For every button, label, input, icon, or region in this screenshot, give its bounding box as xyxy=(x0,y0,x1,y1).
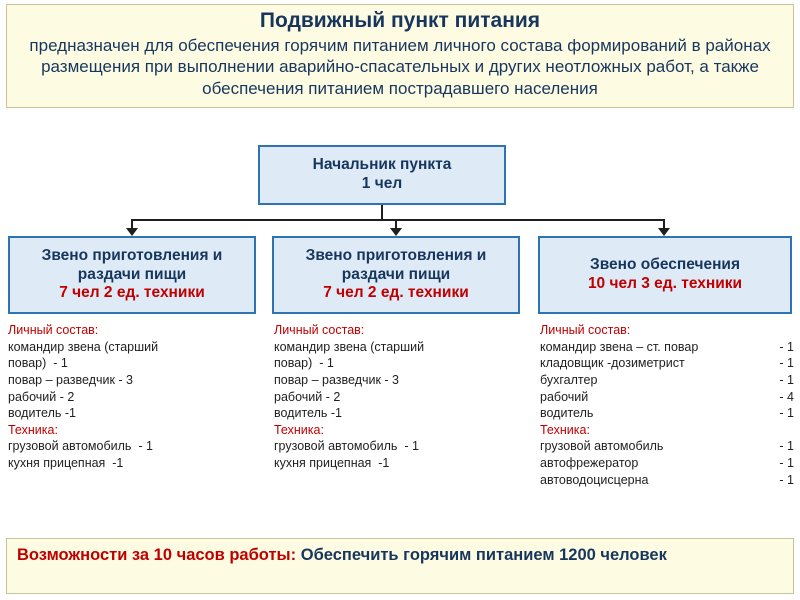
node-unit-1-line1: Звено приготовления и xyxy=(41,247,223,265)
details-3-personnel-4-name: водитель xyxy=(540,406,594,421)
details-3-personnel-2-count: - 1 xyxy=(779,372,794,387)
details-3-equipment-2 xyxy=(540,472,794,489)
details-3-equipment-2-count: - 1 xyxy=(779,472,794,487)
details-3-personnel-4-count: - 1 xyxy=(779,406,794,421)
footer-value: Обеспечить горячим питанием 1200 человек xyxy=(300,546,667,564)
details-3-equipment-1-count: - 1 xyxy=(779,456,794,470)
details-3-equipment-header: Техника: xyxy=(540,422,590,437)
details-1-equipment-header: Техника: xyxy=(8,422,58,437)
details-3-personnel-0 xyxy=(540,339,794,356)
node-unit-3[interactable] xyxy=(538,236,792,314)
details-2-personnel-header: Личный состав: xyxy=(274,323,365,337)
details-2-personnel-0: командир звена (старший xyxy=(274,339,425,354)
details-3-equipment-2-name: автоводоцисцерна xyxy=(540,472,649,487)
details-3-personnel-3-count: - 4 xyxy=(779,389,794,404)
details-unit-3 xyxy=(540,322,794,488)
page-subtitle: предназначен для обеспечения горячим питанием личного состава формирований в районах размещения при выполнении аварийно-спасательных и других неотложных работ, а также обеспечения питанием пострадавшего населения xyxy=(29,36,771,98)
details-3-personnel-2-name: бухгалтер xyxy=(540,372,598,387)
details-1-equipment-1: кухня прицепная -1 xyxy=(8,456,124,470)
node-unit-2-line2: раздачи пищи xyxy=(341,265,451,283)
details-1-personnel-3: рабочий - 2 xyxy=(8,389,75,404)
details-2-equipment-1: кухня прицепная -1 xyxy=(274,456,390,470)
details-3-personnel-4 xyxy=(540,405,794,422)
details-3-personnel-3-name: рабочий xyxy=(540,389,589,404)
page-title: Подвижный пункт питания xyxy=(259,9,541,32)
arrowhead-center xyxy=(390,228,402,236)
node-unit-3-line2: 10 чел 3 ед. техники xyxy=(587,275,743,292)
footer-label: Возможности за 10 часов работы: xyxy=(17,546,297,564)
details-2-personnel-2: повар – разведчик - 3 xyxy=(274,372,400,387)
node-chief[interactable] xyxy=(258,145,506,205)
connector-drop-center xyxy=(395,219,397,228)
footer-banner xyxy=(6,538,794,594)
details-2-personnel-4: водитель -1 xyxy=(274,406,342,421)
connector-horizontal xyxy=(131,219,665,221)
node-chief-line2: 1 чел xyxy=(361,175,403,192)
details-3-personnel-3 xyxy=(540,389,794,406)
details-3-personnel-header: Личный состав: xyxy=(540,323,631,337)
details-2-equipment-0: грузовой автомобиль - 1 xyxy=(274,439,419,454)
details-unit-2 xyxy=(274,322,524,472)
details-1-personnel-header: Личный состав: xyxy=(8,323,99,337)
details-3-equipment-0-name: грузовой автомобиль xyxy=(540,439,664,454)
arrowhead-right xyxy=(658,228,670,236)
details-3-personnel-1-count: - 1 xyxy=(779,356,794,371)
node-unit-1[interactable] xyxy=(8,236,256,314)
details-3-equipment-1 xyxy=(540,455,794,472)
node-unit-2-line1: Звено приготовления и xyxy=(305,247,487,265)
details-2-personnel-1: повар) - 1 xyxy=(274,356,334,371)
details-3-personnel-1-name: кладовщик -дозиметрист xyxy=(540,356,685,371)
details-3-personnel-0-name: командир звена – ст. повар xyxy=(540,339,699,354)
header-banner xyxy=(6,4,794,108)
node-unit-2[interactable] xyxy=(272,236,520,314)
details-3-personnel-2 xyxy=(540,372,794,389)
node-unit-1-line3: 7 чел 2 ед. техники xyxy=(59,284,205,302)
details-3-equipment-0 xyxy=(540,438,794,455)
details-2-personnel-3: рабочий - 2 xyxy=(274,389,341,404)
node-chief-line1: Начальник пункта xyxy=(312,156,452,174)
node-unit-3-line1: Звено обеспечения xyxy=(589,256,741,274)
details-1-equipment-0: грузовой автомобиль - 1 xyxy=(8,439,153,454)
node-unit-2-line3: 7 чел 2 ед. техники xyxy=(323,284,469,302)
details-3-personnel-0-count: - 1 xyxy=(779,339,794,354)
details-3-equipment-0-count: - 1 xyxy=(779,439,794,454)
connector-drop-left xyxy=(131,219,133,228)
details-1-personnel-2: повар – разведчик - 3 xyxy=(8,372,134,387)
details-3-personnel-1 xyxy=(540,355,794,372)
details-1-personnel-4: водитель -1 xyxy=(8,406,76,421)
details-1-personnel-1: повар) - 1 xyxy=(8,356,68,371)
arrowhead-left xyxy=(126,228,138,236)
details-3-equipment-1-name: автофрежератор xyxy=(540,456,639,470)
details-1-personnel-0: командир звена (старший xyxy=(8,339,159,354)
details-unit-1 xyxy=(8,322,258,472)
details-2-equipment-header: Техника: xyxy=(274,422,324,437)
node-unit-1-line2: раздачи пищи xyxy=(77,265,187,283)
connector-drop-right xyxy=(663,219,665,228)
